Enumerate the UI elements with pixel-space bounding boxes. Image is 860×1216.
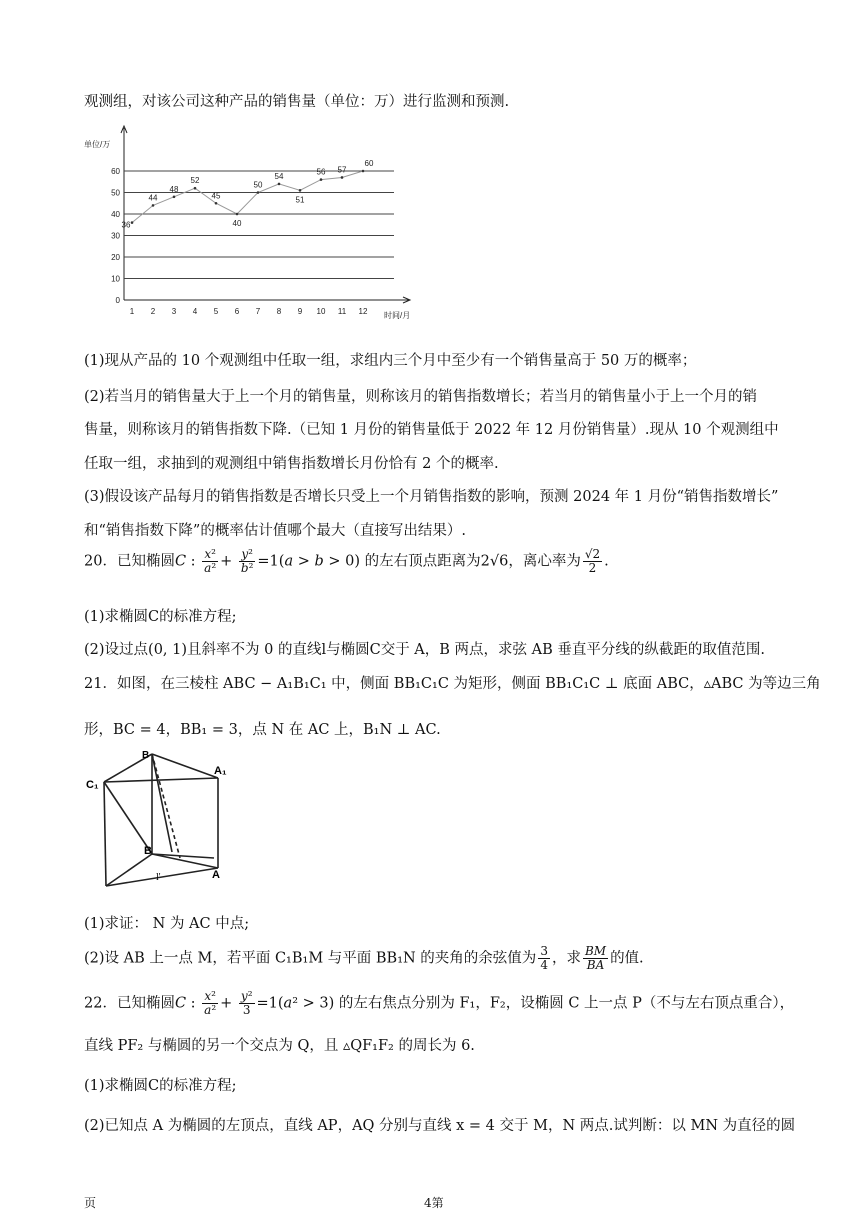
x-tick-label: 5 — [213, 307, 219, 316]
x-tick-label: 10 — [316, 307, 326, 316]
q20-stem: 20．已知椭圆C : $\frac{\text{x²}}{\text{a²}}$ + $\frac{\text{y²}}{\text{b²}}$ =1(a > b > 0) 的左右顶点距离为2√6，离心率为 $\frac{√2}{2}$ . — [84, 547, 609, 575]
label-A1: A₁ — [214, 765, 227, 777]
data-point — [152, 204, 155, 207]
label-B: B — [144, 845, 152, 857]
data-point — [194, 187, 197, 190]
q22-part1: (1)求椭圆C的标准方程; — [84, 1078, 237, 1094]
y-tick-label: 20 — [111, 253, 120, 262]
x-tick-label: 4 — [192, 307, 198, 316]
data-label: 57 — [337, 165, 347, 175]
q19-part1: (1)现从产品的 10 个观测组中任取一组，求组内三个月中至少有一个销售量高于 50 万的概率； — [84, 353, 697, 369]
y-tick-label: 30 — [111, 231, 120, 241]
q19-part2-line1: (2)若当月的销售量大于上一个月的销售量，则称该月的销售指数增长；若当月的销售量小于上一个月的销 — [84, 389, 758, 405]
data-point — [362, 170, 365, 173]
q19-part2-line3: 任取一组，求抽到的观测组中销售指数增长月份恰有 2 个的概率. — [84, 456, 499, 472]
series-line — [132, 171, 363, 223]
data-label: 36 — [121, 220, 131, 230]
q21-stem-line1: 21．如图，在三棱柱 ABC − A₁B₁C₁ 中，侧面 BB₁C₁C 为矩形，侧面 BB₁C₁C ⊥ 底面 ABC，▵ABC 为等边三角 — [84, 676, 821, 692]
x-tick-label: 1 — [129, 307, 135, 316]
prism-figure — [84, 750, 234, 900]
data-label: 44 — [148, 193, 158, 203]
sales-line-chart — [84, 120, 424, 325]
q19-part3-line2: 和“销售指数下降”的概率估计值哪个最大（直接写出结果）. — [84, 523, 466, 539]
q20-condition: 的左右顶点距离为 — [364, 553, 481, 570]
x-tick-label: 6 — [234, 307, 240, 316]
q22-line1-rest: 的左右焦点分别为 F₁，F₂，设椭圆 C 上一点 P（不与左右顶点重合）， — [338, 995, 795, 1012]
q22-stem-line2: 直线 PF₂ 与椭圆的另一个交点为 Q，且 ▵QF₁F₂ 的周长为 6. — [84, 1038, 475, 1054]
data-point — [320, 178, 323, 181]
q20-lead: 20．已知椭圆 — [84, 553, 175, 570]
q20-part2: (2)设过点(0, 1)且斜率不为 0 的直线l与椭圆C交于 A，B 两点，求弦 AB 垂直平分线的纵截距的取值范围. — [84, 642, 765, 658]
data-point — [278, 183, 281, 186]
data-label: 60 — [364, 159, 374, 168]
y-tick-label: 40 — [111, 210, 120, 219]
data-point — [236, 213, 239, 216]
q22-lead: 22．已知椭圆 — [84, 995, 175, 1012]
data-label: 40 — [232, 219, 242, 228]
q21-part2-a: (2)设 AB 上一点 M，若平面 C₁B₁M 与平面 BB₁N 的夹角的余弦值为 — [84, 950, 537, 967]
label-C1: C₁ — [86, 779, 99, 791]
data-point — [257, 191, 260, 194]
q21-part2: (2)设 AB 上一点 M，若平面 C₁B₁M 与平面 BB₁N 的夹角的余弦值为 $\frac{3}{4}$ ，求 $\frac{BM}{BA}$ 的值. — [84, 944, 644, 972]
q21-part1: (1)求证： N 为 AC 中点; — [84, 916, 250, 932]
q21-stem-line2: 形，BC = 4，BB₁ = 3，点 N 在 AC 上，B₁N ⊥ AC. — [84, 722, 441, 738]
y-axis-label: 单位/万 — [84, 140, 111, 149]
y-tick-label: 0 — [115, 296, 120, 305]
data-point — [131, 221, 134, 224]
data-label: 51 — [295, 195, 305, 205]
x-tick-label: 11 — [337, 307, 347, 316]
data-label: 50 — [253, 180, 263, 190]
data-point — [173, 196, 176, 199]
x-tick-label: 2 — [150, 307, 156, 316]
q22-part2: (2)已知点 A 为椭圆的左顶点，直线 AP，AQ 分别与直线 x = 4 交于 M，N 两点.试判断：以 MN 为直径的圆 — [84, 1118, 796, 1134]
intro-text: 观测组，对该公司这种产品的销售量（单位：万）进行监测和预测. — [84, 94, 510, 110]
q19-part2-line2: 售量，则称该月的销售指数下降.（已知 1 月份的销售量低于 2022 年 12 月份销售量）.现从 10 个观测组中 — [84, 422, 779, 438]
footer-page: 4第 — [424, 1196, 444, 1210]
x-axis-label: 时间/月 — [384, 311, 411, 320]
q22-stem-line1: 22．已知椭圆C : $\frac{\text{x²}}{\text{a²}}$ + $\frac{\text{y²}}{3}$ =1(a² > 3) 的左右焦点分别为 F₁，F₂，设椭圆 C 上一点 P（不与左右顶点重合）， — [84, 989, 795, 1017]
data-label: 54 — [274, 171, 284, 181]
x-tick-label: 3 — [171, 307, 177, 316]
y-tick-label: 60 — [111, 167, 120, 176]
q21-part2-c: 的值. — [610, 950, 644, 967]
label-B1: B — [142, 750, 150, 761]
q20-part1: (1)求椭圆C的标准方程; — [84, 609, 237, 625]
x-tick-label: 8 — [276, 307, 282, 316]
data-label: 56 — [316, 167, 326, 177]
data-label: 48 — [169, 184, 179, 194]
data-point — [341, 176, 344, 179]
data-point — [215, 202, 218, 205]
data-label: 45 — [211, 191, 221, 201]
q21-part2-b: ，求 — [551, 950, 581, 967]
y-tick-label: 50 — [111, 188, 120, 198]
q20-ecc: ，离心率为 — [508, 553, 581, 570]
data-point — [299, 189, 302, 192]
x-tick-label: 7 — [255, 307, 261, 316]
q19-part3-line1: (3)假设该产品每月的销售指数是否增长只受上一个月销售指数的影响，预测 2024 年 1 月份“销售指数增长” — [84, 489, 779, 505]
label-A: A — [212, 869, 220, 881]
data-label: 52 — [190, 176, 200, 186]
y-tick-label: 10 — [111, 274, 120, 284]
footer-left: 页 — [84, 1196, 97, 1210]
x-tick-label: 9 — [297, 307, 303, 316]
x-tick-label: 12 — [358, 307, 368, 316]
label-l: l' — [156, 872, 161, 883]
